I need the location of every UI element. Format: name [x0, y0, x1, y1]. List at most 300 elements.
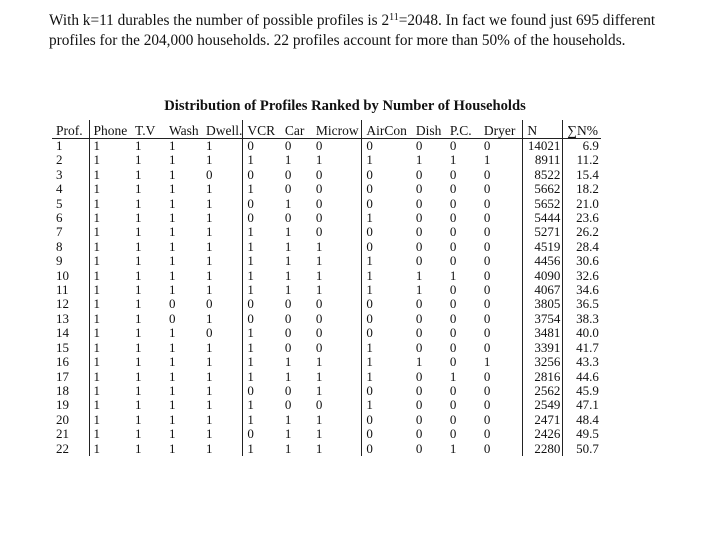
cell-dwell: 1	[206, 224, 213, 240]
cell-car: 1	[284, 224, 292, 240]
cell-microw: 0	[315, 397, 323, 413]
cell-n: 2816	[523, 370, 563, 384]
cell-tv: 1	[135, 354, 142, 370]
cell-tv: 1	[131, 139, 165, 154]
cell-dryer: 0	[483, 426, 491, 442]
table-row	[52, 370, 601, 384]
cell-car: 1	[284, 195, 292, 211]
cell-vcr: 1	[243, 355, 281, 369]
cell-microw: 1	[315, 426, 323, 442]
table-row	[52, 225, 601, 239]
cell-dryer: 0	[483, 397, 491, 413]
cell-prof: 20	[56, 411, 69, 427]
cell-dwell: 1	[206, 310, 213, 326]
table-row	[52, 312, 601, 326]
cell-wash: 1	[169, 267, 176, 283]
cell-dish: 1	[415, 152, 423, 168]
cell-phone: 1	[89, 139, 131, 154]
cell-car: 1	[284, 368, 292, 384]
cell-cum-pct: 34.6	[563, 283, 601, 297]
cell-tv: 1	[135, 253, 142, 269]
cell-cum-pct: 28.4	[563, 240, 601, 254]
cell-n: 4067	[523, 283, 563, 297]
table-row	[52, 139, 601, 154]
cell-dryer: 0	[483, 253, 491, 269]
cell-tv: 1	[135, 296, 142, 312]
cell-vcr: 1	[243, 398, 281, 412]
cell-car: 1	[284, 354, 292, 370]
table-row	[52, 283, 601, 297]
cell-n: 4519	[523, 240, 563, 254]
cell-vcr: 0	[243, 312, 281, 326]
cell-dwell: 1	[206, 210, 213, 226]
cell-dwell: 1	[206, 238, 213, 254]
cell-dish: 0	[415, 238, 423, 254]
cell-aircon: 1	[362, 254, 412, 268]
cell-aircon: 1	[362, 211, 412, 225]
cell-dryer: 0	[483, 411, 491, 427]
cell-vcr: 1	[243, 326, 281, 340]
column-header-dish: Dish	[415, 122, 442, 138]
cell-cum-pct: 36.5	[563, 297, 601, 311]
cell-wash: 1	[169, 397, 176, 413]
cell-vcr: 1	[243, 442, 281, 456]
cell-wash: 1	[169, 411, 176, 427]
cell-dryer: 0	[483, 368, 491, 384]
cell-n: 2549	[523, 398, 563, 412]
cell-cum-pct: 49.5	[563, 427, 601, 441]
table-row	[52, 240, 601, 254]
cell-tv: 1	[135, 426, 142, 442]
table-row	[52, 427, 601, 441]
cell-prof: 1	[52, 139, 89, 154]
cell-microw: 1	[315, 440, 323, 456]
column-header-phone: Phone	[89, 120, 131, 139]
cell-prof: 14	[56, 325, 69, 341]
cell-prof: 8	[56, 238, 63, 254]
cell-n: 5271	[523, 225, 563, 239]
cell-dryer: 0	[483, 296, 491, 312]
cell-n: 3391	[523, 341, 563, 355]
cell-cum-pct: 50.7	[563, 442, 601, 456]
cell-microw: 1	[315, 354, 323, 370]
cell-phone: 1	[89, 326, 131, 340]
cell-aircon: 1	[362, 398, 412, 412]
cell-car: 1	[284, 411, 292, 427]
cell-prof: 19	[56, 397, 69, 413]
cell-aircon: 0	[362, 240, 412, 254]
cell-car: 1	[284, 152, 292, 168]
cell-tv: 1	[135, 368, 142, 384]
cell-tv: 1	[135, 195, 142, 211]
cell-tv: 1	[135, 166, 142, 182]
cell-pc: 0	[449, 253, 457, 269]
table-row	[52, 355, 601, 369]
cell-n: 3754	[523, 312, 563, 326]
cell-dryer: 0	[483, 181, 491, 197]
cell-phone: 1	[89, 197, 131, 211]
cell-dwell: 1	[206, 397, 213, 413]
cell-n: 2426	[523, 427, 563, 441]
cell-dish: 0	[415, 368, 423, 384]
table-title: Distribution of Profiles Ranked by Number of Households	[164, 98, 526, 114]
cell-prof: 6	[56, 210, 63, 226]
cell-aircon: 0	[362, 297, 412, 311]
cell-vcr: 1	[243, 240, 281, 254]
cell-microw: 1	[315, 368, 323, 384]
cell-prof: 22	[56, 440, 69, 456]
cell-dryer: 0	[483, 238, 491, 254]
cell-microw: 1	[315, 282, 323, 298]
cell-microw: 0	[315, 195, 323, 211]
cell-microw: 0	[312, 139, 362, 154]
cell-wash: 1	[169, 440, 176, 456]
cell-dish: 0	[415, 253, 423, 269]
cell-phone: 1	[89, 182, 131, 196]
cell-microw: 1	[315, 238, 323, 254]
table-row	[52, 269, 601, 283]
cell-dryer: 0	[483, 166, 491, 182]
cell-tv: 1	[135, 310, 142, 326]
cell-car: 1	[284, 267, 292, 283]
cell-dish: 0	[415, 339, 423, 355]
cell-pc: 0	[449, 238, 457, 254]
cell-wash: 1	[169, 166, 176, 182]
table-row	[52, 384, 601, 398]
cell-cum-pct: 32.6	[563, 269, 601, 283]
cell-dwell: 1	[206, 152, 213, 168]
cell-dwell: 1	[206, 411, 213, 427]
column-header-dwell: Dwell.	[206, 122, 243, 138]
cell-dish: 0	[415, 296, 423, 312]
table-row	[52, 326, 601, 340]
cell-tv: 1	[135, 267, 142, 283]
cell-phone: 1	[89, 384, 131, 398]
cell-cum-pct: 45.9	[563, 384, 601, 398]
cell-phone: 1	[89, 370, 131, 384]
cell-dwell: 1	[206, 282, 213, 298]
cell-pc: 0	[449, 310, 457, 326]
cell-microw: 0	[315, 181, 323, 197]
cell-wash: 1	[169, 339, 176, 355]
cell-phone: 1	[89, 442, 131, 456]
table-row	[52, 413, 601, 427]
intro-text-part2: =2048. In fact we found just 695 different profiles for the 204,000 households. 22 profiles account for more than 50% of the households.	[49, 12, 656, 49]
cell-phone: 1	[89, 254, 131, 268]
cell-dryer: 1	[483, 354, 491, 370]
cell-pc: 1	[449, 267, 457, 283]
cell-cum-pct: 23.6	[563, 211, 601, 225]
cell-prof: 3	[56, 166, 63, 182]
cell-car: 0	[284, 181, 292, 197]
cell-cum-pct: 26.2	[563, 225, 601, 239]
cell-n: 8522	[523, 168, 563, 182]
cell-n: 3481	[523, 326, 563, 340]
table-row	[52, 341, 601, 355]
cell-car: 0	[284, 166, 292, 182]
cell-dwell: 1	[206, 440, 213, 456]
table-row	[52, 297, 601, 311]
cell-tv: 1	[135, 411, 142, 427]
cell-dwell: 0	[206, 296, 213, 312]
cell-dish: 0	[412, 139, 446, 154]
cell-dish: 0	[415, 181, 423, 197]
cell-car: 1	[284, 440, 292, 456]
table-row	[52, 182, 601, 196]
cell-tv: 1	[135, 382, 142, 398]
cell-car: 0	[284, 296, 292, 312]
cell-vcr: 1	[243, 269, 281, 283]
cell-dryer: 0	[483, 282, 491, 298]
cell-wash: 1	[169, 426, 176, 442]
cell-wash: 1	[169, 152, 176, 168]
cell-phone: 1	[89, 225, 131, 239]
cell-car: 1	[284, 426, 292, 442]
cell-microw: 0	[315, 224, 323, 240]
cell-dwell: 0	[206, 325, 213, 341]
cell-dryer: 0	[483, 210, 491, 226]
cell-tv: 1	[135, 339, 142, 355]
cell-prof: 18	[56, 382, 69, 398]
cell-aircon: 1	[362, 355, 412, 369]
cell-aircon: 0	[362, 139, 412, 154]
cell-vcr: 1	[243, 254, 281, 268]
cell-microw: 0	[315, 339, 323, 355]
table-row	[52, 211, 601, 225]
cell-dish: 0	[415, 195, 423, 211]
cell-aircon: 0	[362, 384, 412, 398]
cell-vcr: 0	[243, 384, 281, 398]
column-header-prof: Prof.	[56, 122, 83, 138]
cell-pc: 0	[449, 166, 457, 182]
cell-aircon: 0	[362, 326, 412, 340]
column-header-dryer: Dryer	[483, 122, 516, 138]
cell-dwell: 1	[206, 354, 213, 370]
cell-dwell: 1	[202, 139, 243, 154]
cell-aircon: 1	[362, 153, 412, 167]
cell-pc: 1	[449, 440, 457, 456]
cell-wash: 1	[169, 382, 176, 398]
cell-microw: 0	[315, 310, 323, 326]
cell-phone: 1	[89, 355, 131, 369]
cell-dish: 1	[415, 267, 423, 283]
cell-dish: 0	[415, 325, 423, 341]
cell-microw: 1	[315, 267, 323, 283]
cell-dwell: 1	[206, 368, 213, 384]
table-row	[52, 168, 601, 182]
cell-tv: 1	[135, 181, 142, 197]
table-row	[52, 197, 601, 211]
cell-n: 8911	[523, 153, 563, 167]
cell-phone: 1	[89, 341, 131, 355]
cell-vcr: 1	[243, 283, 281, 297]
cell-prof: 16	[56, 354, 69, 370]
cell-wash: 1	[169, 210, 176, 226]
cell-dish: 0	[415, 397, 423, 413]
cell-aircon: 1	[362, 283, 412, 297]
cell-prof: 13	[56, 310, 69, 326]
cell-aircon: 1	[362, 269, 412, 283]
cell-car: 0	[284, 382, 292, 398]
cell-phone: 1	[89, 398, 131, 412]
cell-dish: 1	[415, 354, 423, 370]
cell-dryer: 0	[483, 325, 491, 341]
cell-dish: 0	[415, 210, 423, 226]
table-row	[52, 153, 601, 167]
cell-microw: 1	[315, 382, 323, 398]
cell-pc: 0	[449, 195, 457, 211]
cell-microw: 1	[315, 411, 323, 427]
cell-pc: 0	[449, 382, 457, 398]
cell-n: 4456	[523, 254, 563, 268]
cell-vcr: 0	[243, 211, 281, 225]
cell-wash: 0	[169, 296, 176, 312]
cell-wash: 1	[169, 181, 176, 197]
cell-n: 5652	[523, 197, 563, 211]
cell-cum-pct: 38.3	[563, 312, 601, 326]
cell-pc: 0	[449, 181, 457, 197]
cell-prof: 4	[56, 181, 63, 197]
cell-aircon: 1	[362, 370, 412, 384]
cell-vcr: 1	[243, 370, 281, 384]
cell-car: 0	[284, 339, 292, 355]
cell-aircon: 0	[362, 197, 412, 211]
cell-pc: 0	[449, 325, 457, 341]
cell-cum-pct: 44.6	[563, 370, 601, 384]
table-row	[52, 254, 601, 268]
cell-dryer: 0	[483, 440, 491, 456]
cell-n: 4090	[523, 269, 563, 283]
cell-n: 3805	[523, 297, 563, 311]
cell-dryer: 1	[483, 152, 491, 168]
cell-vcr: 0	[243, 197, 281, 211]
cell-n: 14021	[523, 139, 563, 154]
cell-cum-pct: 30.6	[563, 254, 601, 268]
cell-dryer: 0	[483, 339, 491, 355]
cell-aircon: 0	[362, 312, 412, 326]
cell-microw: 0	[315, 296, 323, 312]
cell-n: 5662	[523, 182, 563, 196]
cell-phone: 1	[89, 168, 131, 182]
cell-aircon: 0	[362, 427, 412, 441]
cell-prof: 10	[56, 267, 69, 283]
cell-cum-pct: 48.4	[563, 413, 601, 427]
cell-tv: 1	[135, 282, 142, 298]
cell-aircon: 0	[362, 442, 412, 456]
cell-vcr: 0	[243, 427, 281, 441]
cell-wash: 1	[169, 368, 176, 384]
cell-aircon: 0	[362, 225, 412, 239]
column-header-tv: T.V	[135, 122, 156, 138]
cell-wash: 1	[165, 139, 202, 154]
cell-n: 5444	[523, 211, 563, 225]
cell-vcr: 0	[243, 297, 281, 311]
cell-aircon: 0	[362, 168, 412, 182]
cell-aircon: 0	[362, 413, 412, 427]
cell-microw: 1	[315, 152, 323, 168]
cell-prof: 12	[56, 296, 69, 312]
cell-pc: 1	[449, 368, 457, 384]
cell-vcr: 1	[243, 182, 281, 196]
cell-prof: 15	[56, 339, 69, 355]
cell-dwell: 1	[206, 267, 213, 283]
cell-microw: 0	[315, 166, 323, 182]
profiles-table	[52, 120, 601, 456]
cell-car: 0	[284, 310, 292, 326]
cell-phone: 1	[89, 413, 131, 427]
cell-tv: 1	[135, 238, 142, 254]
cell-microw: 1	[315, 253, 323, 269]
column-header-aircon: AirCon	[362, 120, 412, 139]
cell-dish: 0	[415, 426, 423, 442]
cell-tv: 1	[135, 210, 142, 226]
cell-car: 1	[284, 238, 292, 254]
cell-prof: 9	[56, 253, 63, 269]
cell-dryer: 0	[480, 139, 523, 154]
cell-phone: 1	[89, 240, 131, 254]
cell-dwell: 1	[206, 195, 213, 211]
cell-car: 0	[284, 325, 292, 341]
table-body	[52, 139, 601, 456]
cell-cum-pct: 6.9	[563, 139, 601, 154]
column-header-wash: Wash	[169, 122, 199, 138]
cell-microw: 0	[315, 210, 323, 226]
cell-car: 0	[284, 397, 292, 413]
cell-tv: 1	[135, 325, 142, 341]
cell-pc: 0	[449, 296, 457, 312]
cell-phone: 1	[89, 312, 131, 326]
cell-pc: 0	[449, 411, 457, 427]
cell-dish: 1	[415, 282, 423, 298]
cell-phone: 1	[89, 153, 131, 167]
cell-dwell: 1	[206, 339, 213, 355]
cell-dryer: 0	[483, 224, 491, 240]
cell-phone: 1	[89, 211, 131, 225]
cell-n: 2562	[523, 384, 563, 398]
cell-prof: 2	[56, 152, 63, 168]
cell-aircon: 1	[362, 341, 412, 355]
cell-dish: 0	[415, 382, 423, 398]
cell-prof: 17	[56, 368, 69, 384]
intro-paragraph	[49, 11, 689, 51]
cell-wash: 1	[169, 253, 176, 269]
cell-pc: 0	[449, 354, 457, 370]
cell-prof: 11	[56, 282, 69, 298]
cell-wash: 1	[169, 224, 176, 240]
cell-dryer: 0	[483, 310, 491, 326]
cell-cum-pct: 21.0	[563, 197, 601, 211]
cell-dwell: 1	[206, 426, 213, 442]
column-header-vcr: VCR	[243, 120, 281, 139]
cell-phone: 1	[89, 297, 131, 311]
cell-dwell: 0	[206, 166, 213, 182]
cell-vcr: 0	[243, 139, 281, 154]
cell-wash: 1	[169, 354, 176, 370]
cell-dryer: 0	[483, 382, 491, 398]
column-header-n: N	[523, 120, 563, 139]
cell-dish: 0	[415, 224, 423, 240]
table-header-row	[52, 120, 601, 139]
cell-phone: 1	[89, 283, 131, 297]
cell-car: 0	[284, 210, 292, 226]
cell-dish: 0	[415, 166, 423, 182]
cell-dish: 0	[415, 310, 423, 326]
cell-dwell: 1	[206, 181, 213, 197]
cell-car: 1	[284, 253, 292, 269]
cell-cum-pct: 41.7	[563, 341, 601, 355]
cell-pc: 0	[449, 282, 457, 298]
cell-wash: 1	[169, 325, 176, 341]
